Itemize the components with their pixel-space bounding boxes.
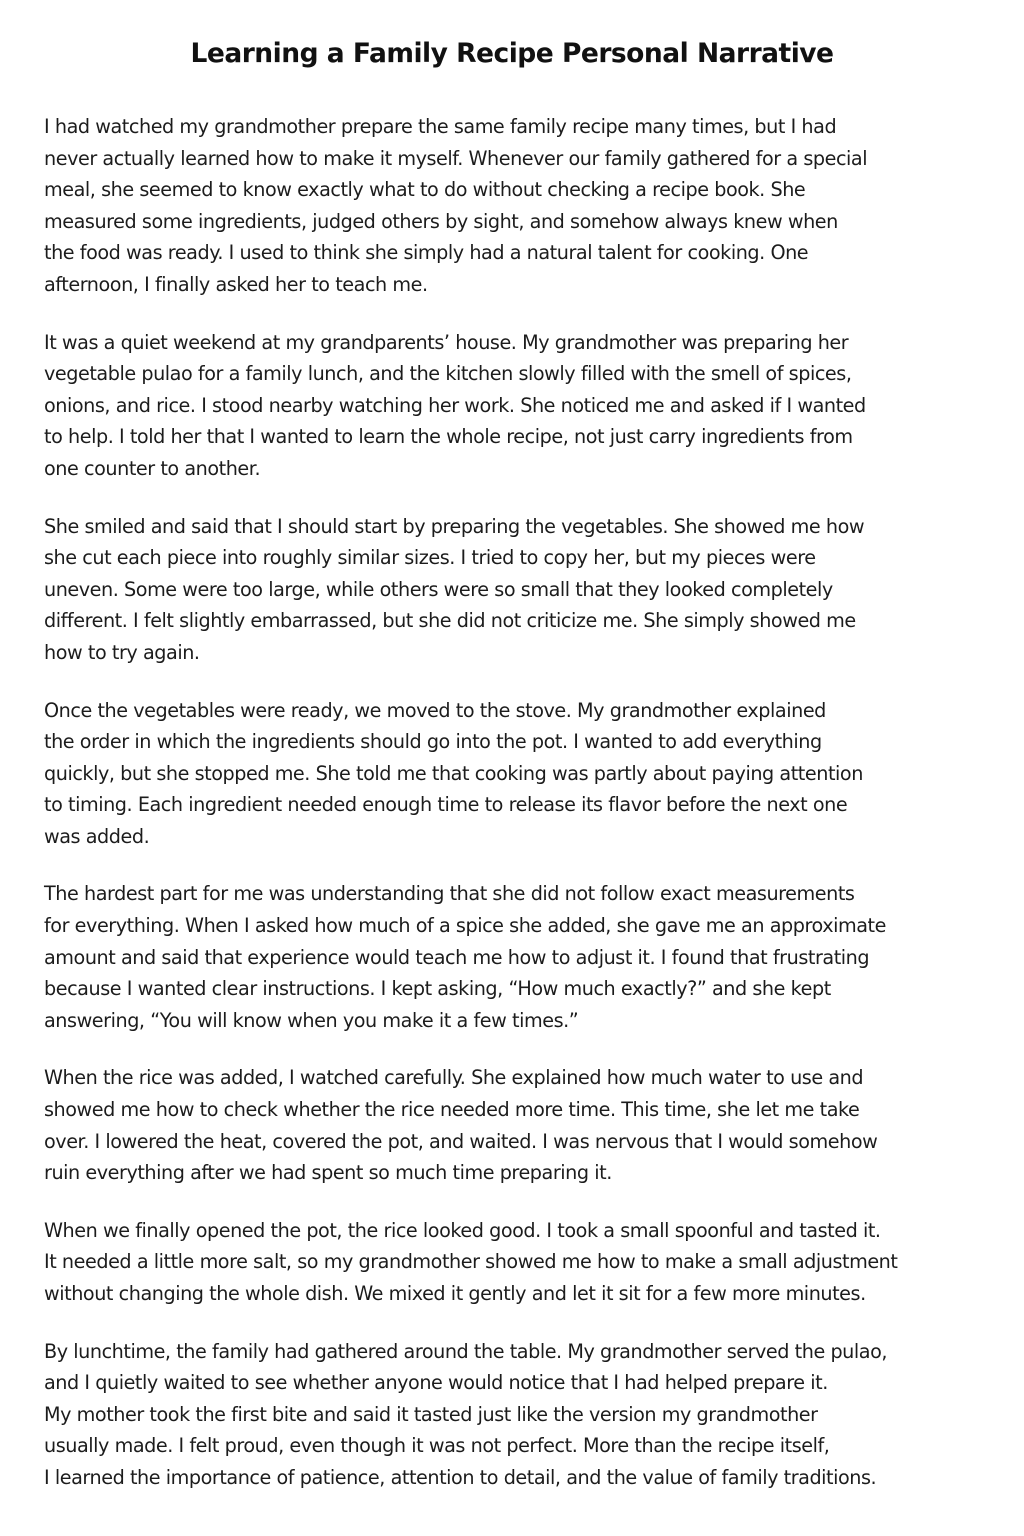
paragraph-line: The hardest part for me was understanding that she did not follow exact measurements xyxy=(44,882,855,906)
paragraph-line: because I wanted clear instructions. I kept asking, “How much exactly?” and she kept xyxy=(44,977,831,1001)
paragraph-line: onions, and rice. I stood nearby watching her work. She noticed me and asked if I wanted xyxy=(44,393,866,417)
paragraph-line: the food was ready. I used to think she simply had a natural talent for cooking. One xyxy=(44,241,809,265)
paragraph-line: for everything. When I asked how much of a spice she added, she gave me an approximate xyxy=(44,914,886,938)
paragraph-line: By lunchtime, the family had gathered around the table. My grandmother served the pulao, xyxy=(44,1339,888,1363)
paragraph-line: without changing the whole dish. We mixed it gently and let it sit for a few more minutes. xyxy=(44,1282,866,1305)
document-title: Learning a Family Recipe Personal Narrative xyxy=(190,38,834,69)
paragraph-8 xyxy=(44,1336,980,1494)
paragraph-line: She smiled and said that I should start by preparing the vegetables. She showed me how xyxy=(44,514,865,538)
paragraph-line: Once the vegetables were ready, we moved to the stove. My grandmother explained xyxy=(44,698,826,722)
paragraph-line: afternoon, I finally asked her to teach me. xyxy=(44,272,428,296)
paragraph-line: When the rice was added, I watched carefully. She explained how much water to use and xyxy=(44,1066,864,1090)
paragraph-1 xyxy=(44,111,980,301)
paragraph-4 xyxy=(44,695,980,853)
paragraph-line: and I quietly waited to see whether anyone would notice that I had helped prepare it. xyxy=(44,1371,828,1395)
paragraph-line: I learned the importance of patience, attention to detail, and the value of family traditions. xyxy=(44,1465,877,1489)
paragraph-line: never actually learned how to make it myself. Whenever our family gathered for a special xyxy=(44,146,868,170)
paragraph-line: showed me how to check whether the rice needed more time. This time, she let me take xyxy=(44,1098,860,1122)
paragraph-line: I had watched my grandmother prepare the same family recipe many times, but I had xyxy=(44,115,837,138)
paragraph-line: one counter to another. xyxy=(44,456,261,480)
paragraph-line: the order in which the ingredients should go into the pot. I wanted to add everything xyxy=(44,730,822,754)
paragraph-line: how to try again. xyxy=(44,640,200,664)
paragraph-line: she cut each piece into roughly similar sizes. I tried to copy her, but my pieces were xyxy=(44,546,816,570)
paragraph-line: When we finally opened the pot, the rice looked good. I took a small spoonful and tasted it. xyxy=(44,1218,881,1242)
paragraph-line: ruin everything after we had spent so much time preparing it. xyxy=(44,1161,612,1185)
paragraph-line: measured some ingredients, judged others by sight, and somehow always knew when xyxy=(44,209,838,233)
paragraph-line: over. I lowered the heat, covered the pot, and waited. I was nervous that I would somehow xyxy=(44,1129,878,1153)
paragraph-line: It was a quiet weekend at my grandparents’ house. My grandmother was preparing her xyxy=(44,330,849,354)
paragraph-5 xyxy=(44,878,980,1036)
paragraph-line: to timing. Each ingredient needed enough time to release its flavor before the next one xyxy=(44,793,848,817)
paragraph-line: usually made. I felt proud, even though it was not perfect. More than the recipe itself, xyxy=(44,1434,830,1458)
paragraph-3 xyxy=(44,511,980,669)
paragraph-line: vegetable pulao for a family lunch, and the kitchen slowly filled with the smell of spices, xyxy=(44,362,852,386)
paragraph-line: was added. xyxy=(44,824,150,848)
paragraph-line: My mother took the first bite and said it tasted just like the version my grandmother xyxy=(44,1402,818,1426)
paragraph-line: answering, “You will know when you make it a few times.” xyxy=(44,1008,579,1032)
paragraph-line: quickly, but she stopped me. She told me that cooking was partly about paying attention xyxy=(44,761,863,785)
paragraph-2 xyxy=(44,327,980,485)
document-body xyxy=(44,111,980,1494)
paragraph-line: to help. I told her that I wanted to learn the whole recipe, not just carry ingredients from xyxy=(44,425,853,449)
paragraph-line: amount and said that experience would teach me how to adjust it. I found that frustrating xyxy=(44,945,870,969)
paragraph-line: different. I felt slightly embarrassed, but she did not criticize me. She simply showed me xyxy=(44,609,856,633)
paragraph-6 xyxy=(44,1062,980,1188)
paragraph-line: meal, she seemed to know exactly what to do without checking a recipe book. She xyxy=(44,178,806,202)
paragraph-line: uneven. Some were too large, while others were so small that they looked completely xyxy=(44,577,833,601)
paragraph-line: It needed a little more salt, so my grandmother showed me how to make a small adjustment xyxy=(44,1250,898,1274)
paragraph-7 xyxy=(44,1215,980,1310)
